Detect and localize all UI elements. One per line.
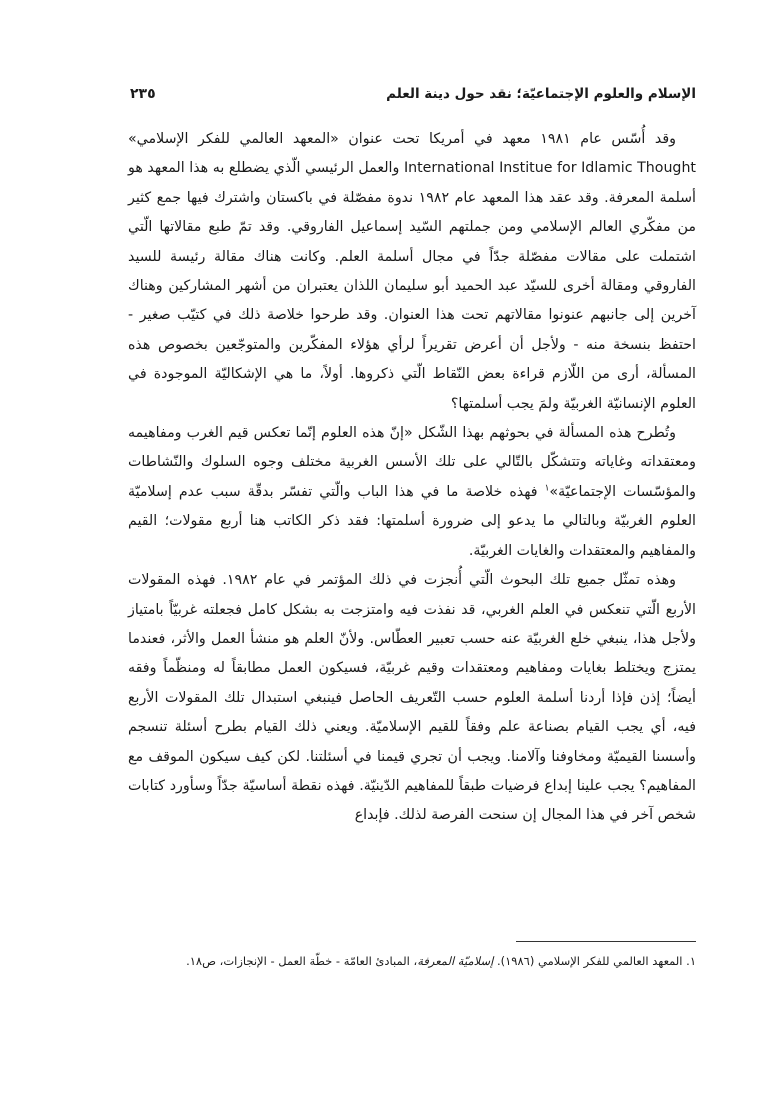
institute-english-name: International Institue for Idlamic Thought (403, 160, 696, 177)
footnote-reference: ١ (544, 483, 550, 494)
paragraph-1 (128, 125, 696, 419)
paragraph-1-part-a: وقد أُسّس عام ١٩٨١ معهد في أمريكا تحت عنوان «المعهد العالمي للفكر الإسلامي» (128, 131, 676, 147)
body-text (128, 125, 696, 831)
paragraph-3-text: وهذه تمثّل جميع تلك البحوث الّتي أُنجزت في ذلك المؤتمر في عام ١٩٨٢. فهذه المقولات الأربع الّتي تنعكس في العلم الغربي، قد نفذت فيه وامتزجت به بشكل كامل فجعلته غربيّاً بامتياز ولأجل هذا، ينبغي خلع الغربيّة عنه حسب تعبير العطّاس. ولأنّ العلم هو منشأ العمل والأثر، فعندما يمتزج ويختلط بغايات ومفاهيم ومعتقدات وقيم غربيّة، فسيكون العمل مطابقاً له ومنظّماً وفقه أيضاً؛ إذن فإذا أردنا أسلمة العلوم حسب التّعريف الحاصل فينبغي استبدال تلك المقولات الأربع فيه، أي يجب القيام بصناعة علم وفقاً للقيم الإسلاميّة. ويعني ذلك القيام بطرح أسئلة تنسجم وأسسنا القيميّة ومخاوفنا وآلامنا. ويجب أن تجري قيمنا في أسئلتنا. لكن كيف سيكون الموقف مع المفاهيم؟ يجب علينا إبداع فرضيات طبقاً للمفاهيم الدّينيّة. فهذه نقطة أساسيّة جدّاً وسأورد كتابات شخص آخر في هذا المجال إن سنحت الفرصة لذلك. فإبداع (128, 572, 696, 824)
footnote (128, 952, 696, 970)
footnote-number: ١. (686, 954, 696, 968)
running-header-title: الإسلام والعلوم الإجتماعيّة؛ نقد حول دينة العلم (386, 86, 696, 102)
paragraph-2 (128, 419, 696, 566)
running-header (130, 86, 696, 112)
footnote-text-a: المعهد العالمي للفكر الإسلامي (١٩٨٦). (493, 954, 687, 968)
paragraph-1-part-b: والعمل الرئيسي الّذي يضطلع به هذا المعهد هو أسلمة المعرفة. وقد عقد هذا المعهد عام ١٩٨٢ ندوة مفصّلة في باكستان واشترك فيها جمع كثير من مفكّري العالم الإسلامي ومن جملتهم السّيد إسماعيل الفاروقي. وقد تمّ طبع مقالاتها الّتي اشتملت على مقالات مفصّلة جدّاً في مجال أسلمة العلم. وكانت هناك مقالة رئيسة للسيد الفاروقي ومقالة أخرى للسيّد عبد الحميد أبو سليمان اللذان يعتبران من أشهر المشاركين وهناك آخرين إلى جانبهم عنونوا مقالاتهم تحت هذا العنوان. وقد طرحوا خلاصة ذلك في كتيّب صغير - احتفظ بنسخة منه - ولأجل أن أعرض تقريراً لرأي هؤلاء المفكّرين والمتوجّعين بخصوص هذه المسألة، أرى من اللّازم قراءة بعض النّقاط الّتي ذكروها. أولاً، ما هي الإشكاليّة الموجودة في العلوم الإنسانيّة الغربيّة ولمَ يجب أسلمتها؟ (128, 160, 697, 412)
footnote-divider (516, 941, 696, 942)
paragraph-3 (128, 566, 696, 831)
footnote-text-b: ، المبادئ العامّة - خطّة العمل - الإنجازات، ص١٨. (186, 954, 418, 968)
page-number: ٢٣٥ (130, 86, 156, 102)
paragraph-2-quote: وتُطرح هذه المسألة في بحوثهم بهذا الشّكل «إنّ هذه العلوم إنّما تعكس قيم الغرب ومفاهيمه ومعتقداته وغاياته وتتشكّل بالتّالي على تلك الأسس الغربية مختلف وجوه السلوك والنّشاطات والمؤسّسات الإجتماعيّة» (128, 425, 696, 500)
paragraph-2-part-b: فهذه خلاصة ما في هذا الباب والّتي تفسّر بدقّة سبب عدم إسلاميّة العلوم الغربيّة وبالتالي ما يدعو إلى ضرورة أسلمتها: فقد ذكر الكاتب هنا أربع مقولات؛ القيم والمفاهيم والمعتقدات والغايات الغربيّة. (128, 483, 696, 559)
footnote-book-title: إسلاميّة المعرفة (417, 954, 494, 968)
